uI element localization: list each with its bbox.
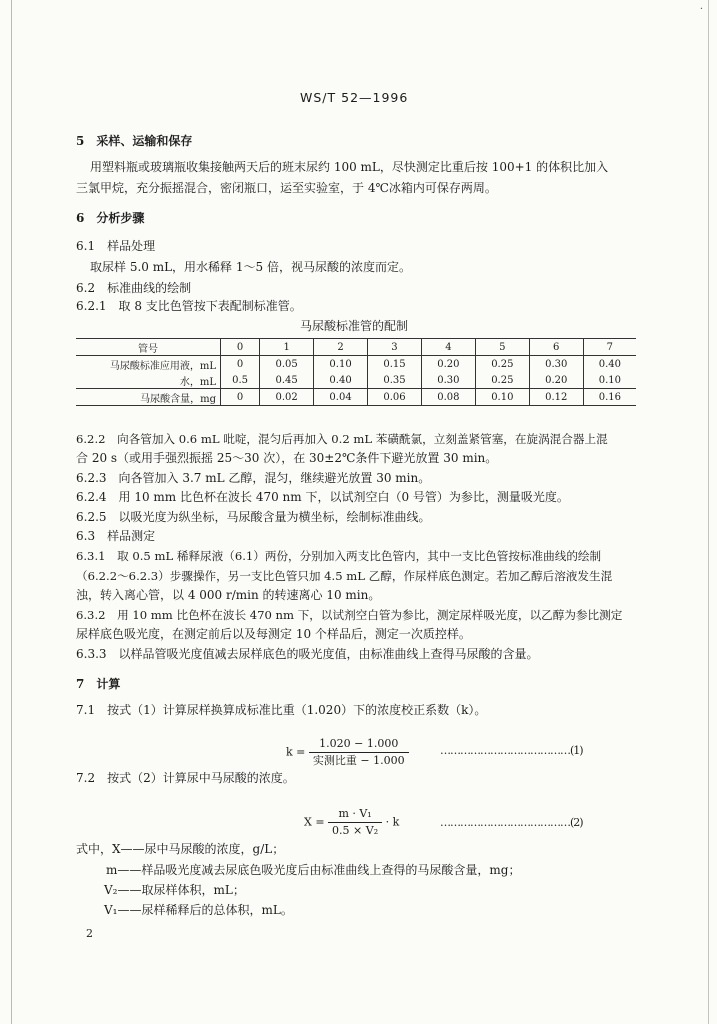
table-cell: 0 bbox=[221, 389, 260, 406]
section-6-3-1-line-3: 浊，转入离心管，以 4 000 r/min 的转速离心 10 min。 bbox=[76, 588, 381, 602]
formula-2 bbox=[304, 806, 399, 839]
standard-tube-table bbox=[76, 338, 636, 406]
table-cell: 0.16 bbox=[583, 389, 636, 406]
table-row bbox=[76, 372, 636, 389]
section-6-1-title: 6.1 样品处理 bbox=[76, 239, 156, 253]
table-cell: 0.30 bbox=[529, 356, 583, 373]
table-header-cell: 7 bbox=[583, 339, 636, 356]
table-header-label: 管号 bbox=[76, 339, 221, 356]
section-6-heading: 6 分析步骤 bbox=[76, 211, 145, 225]
table-caption: 马尿酸标准管的配制 bbox=[300, 319, 409, 333]
table-cell: 0.08 bbox=[421, 389, 475, 406]
where-line-v2: V₂——取尿样体积，mL； bbox=[104, 883, 245, 897]
table-cell: 0.5 bbox=[221, 372, 260, 389]
left-edge-line bbox=[11, 0, 12, 1024]
table-cell: 0.12 bbox=[529, 389, 583, 406]
section-6-3-3: 6.3.3 以样品管吸光度值减去尿样底色的吸光度值，由标准曲线上查得马尿酸的含量。 bbox=[76, 647, 539, 661]
section-6-2-2-line-1: 6.2.2 向各管加入 0.6 mL 吡啶，混匀后再加入 0.2 mL 苯磺酰氯，立刻盖紧管塞，在旋涡混合器上混 bbox=[76, 432, 608, 446]
formula-1-denominator: 实测比重 − 1.000 bbox=[312, 754, 405, 767]
formula-1-fraction bbox=[309, 736, 409, 769]
table-row bbox=[76, 389, 636, 406]
table-header-cell: 4 bbox=[421, 339, 475, 356]
standard-number: WS/T 52—1996 bbox=[300, 90, 409, 105]
right-edge-line bbox=[708, 0, 709, 1024]
table-cell: 0.35 bbox=[368, 372, 422, 389]
section-6-2-1: 6.2.1 取 8 支比色管按下表配制标准管。 bbox=[76, 299, 302, 313]
section-6-2-title: 6.2 标准曲线的绘制 bbox=[76, 281, 192, 295]
table-cell: 0.45 bbox=[260, 372, 314, 389]
where-line-m: m——样品吸光度减去尿底色吸光度后由标准曲线上查得的马尿酸含量，mg； bbox=[106, 863, 521, 877]
section-6-3-1-line-1: 6.3.1 取 0.5 mL 稀释尿液（6.1）两份，分别加入两支比色管内，其中一支比色管按标准曲线的绘制 bbox=[76, 549, 602, 563]
formula-2-rhs: · k bbox=[385, 815, 400, 829]
page-number: 2 bbox=[86, 927, 93, 940]
formula-1 bbox=[286, 736, 409, 769]
section-7-1: 7.1 按式（1）计算尿样换算成标准比重（1.020）下的浓度校正系数（k）。 bbox=[76, 703, 487, 717]
formula-1-numerator: 1.020 − 1.000 bbox=[309, 736, 409, 753]
formula-2-lhs: X = bbox=[304, 815, 325, 829]
table-cell: 0.40 bbox=[583, 356, 636, 373]
row-label-hippuric-acid-content: 马尿酸含量，mg bbox=[76, 389, 221, 406]
table-cell: 0.10 bbox=[475, 389, 529, 406]
where-line-x: 式中，X——尿中马尿酸的浓度，g/L； bbox=[76, 842, 285, 856]
section-6-2-2-line-2: 合 20 s（或用手强烈振摇 25～30 次），在 30±2℃条件下避光放置 30 min。 bbox=[76, 451, 498, 465]
table-cell: 0.20 bbox=[529, 372, 583, 389]
table-cell: 0.25 bbox=[475, 372, 529, 389]
section-6-3-title: 6.3 样品测定 bbox=[76, 529, 156, 543]
table-cell: 0.10 bbox=[583, 372, 636, 389]
corner-mark: · bbox=[699, 4, 703, 15]
section-6-3-1-line-2: （6.2.2～6.2.3）步骤操作，另一支比色管只加 4.5 mL 乙醇，作尿样底色测定。若加乙醇后溶液发生混 bbox=[76, 569, 613, 583]
formula-2-number: …………………………………(2) bbox=[440, 816, 583, 829]
section-5-heading: 5 采样、运输和保存 bbox=[76, 134, 193, 148]
section-6-2-3: 6.2.3 向各管加入 3.7 mL 乙醇，混匀，继续避光放置 30 min。 bbox=[76, 471, 431, 485]
table-header-row bbox=[76, 339, 636, 356]
table-header-cell: 3 bbox=[368, 339, 422, 356]
section-7-2: 7.2 按式（2）计算尿中马尿酸的浓度。 bbox=[76, 771, 295, 785]
table-cell: 0.04 bbox=[314, 389, 368, 406]
section-6-1-text: 取尿样 5.0 mL，用水稀释 1～5 倍，视马尿酸的浓度而定。 bbox=[90, 260, 411, 274]
table-cell: 0.06 bbox=[368, 389, 422, 406]
table-cell: 0.05 bbox=[260, 356, 314, 373]
formula-2-fraction bbox=[328, 806, 382, 839]
row-label-standard-solution: 马尿酸标准应用液，mL bbox=[76, 356, 221, 373]
table-cell: 0.25 bbox=[475, 356, 529, 373]
table-header-cell: 5 bbox=[475, 339, 529, 356]
table-cell: 0.20 bbox=[421, 356, 475, 373]
formula-1-lhs: k = bbox=[286, 745, 306, 759]
formula-2-denominator: 0.5 × V₂ bbox=[332, 824, 379, 837]
table-cell: 0.15 bbox=[368, 356, 422, 373]
where-line-v1: V₁——尿样稀释后的总体积，mL。 bbox=[104, 903, 293, 917]
table-cell: 0.10 bbox=[314, 356, 368, 373]
table-cell: 0 bbox=[221, 356, 260, 373]
section-6-3-2-line-1: 6.3.2 用 10 mm 比色杯在波长 470 nm 下，以试剂空白管为参比，测定尿样吸光度，以乙醇为参比测定 bbox=[76, 608, 623, 622]
section-7-heading: 7 计算 bbox=[76, 677, 121, 691]
row-label-water: 水，mL bbox=[76, 372, 221, 389]
table-header-cell: 0 bbox=[221, 339, 260, 356]
formula-2-numerator: m · V₁ bbox=[328, 806, 382, 823]
table-header-cell: 1 bbox=[260, 339, 314, 356]
section-6-2-5: 6.2.5 以吸光度为纵坐标，马尿酸含量为横坐标，绘制标准曲线。 bbox=[76, 510, 431, 524]
table-header-cell: 6 bbox=[529, 339, 583, 356]
table-header-cell: 2 bbox=[314, 339, 368, 356]
table-row bbox=[76, 356, 636, 373]
section-6-3-2-line-2: 尿样底色吸光度，在测定前后以及每测定 10 个样品后，测定一次质控样。 bbox=[76, 627, 471, 641]
table-cell: 0.02 bbox=[260, 389, 314, 406]
formula-1-number: …………………………………(1) bbox=[440, 744, 583, 757]
table-cell: 0.30 bbox=[421, 372, 475, 389]
section-5-paragraph-line-1: 用塑料瓶或玻璃瓶收集接触两天后的班末尿约 100 mL，尽快测定比重后按 100+1 的体积比加入 bbox=[90, 160, 609, 174]
section-6-2-4: 6.2.4 用 10 mm 比色杯在波长 470 nm 下，以试剂空白（0 号管）为参比，测量吸光度。 bbox=[76, 490, 569, 504]
table-cell: 0.40 bbox=[314, 372, 368, 389]
section-5-paragraph-line-2: 三氯甲烷，充分振摇混合，密闭瓶口，运至实验室，于 4℃冰箱内可保存两周。 bbox=[76, 181, 497, 195]
